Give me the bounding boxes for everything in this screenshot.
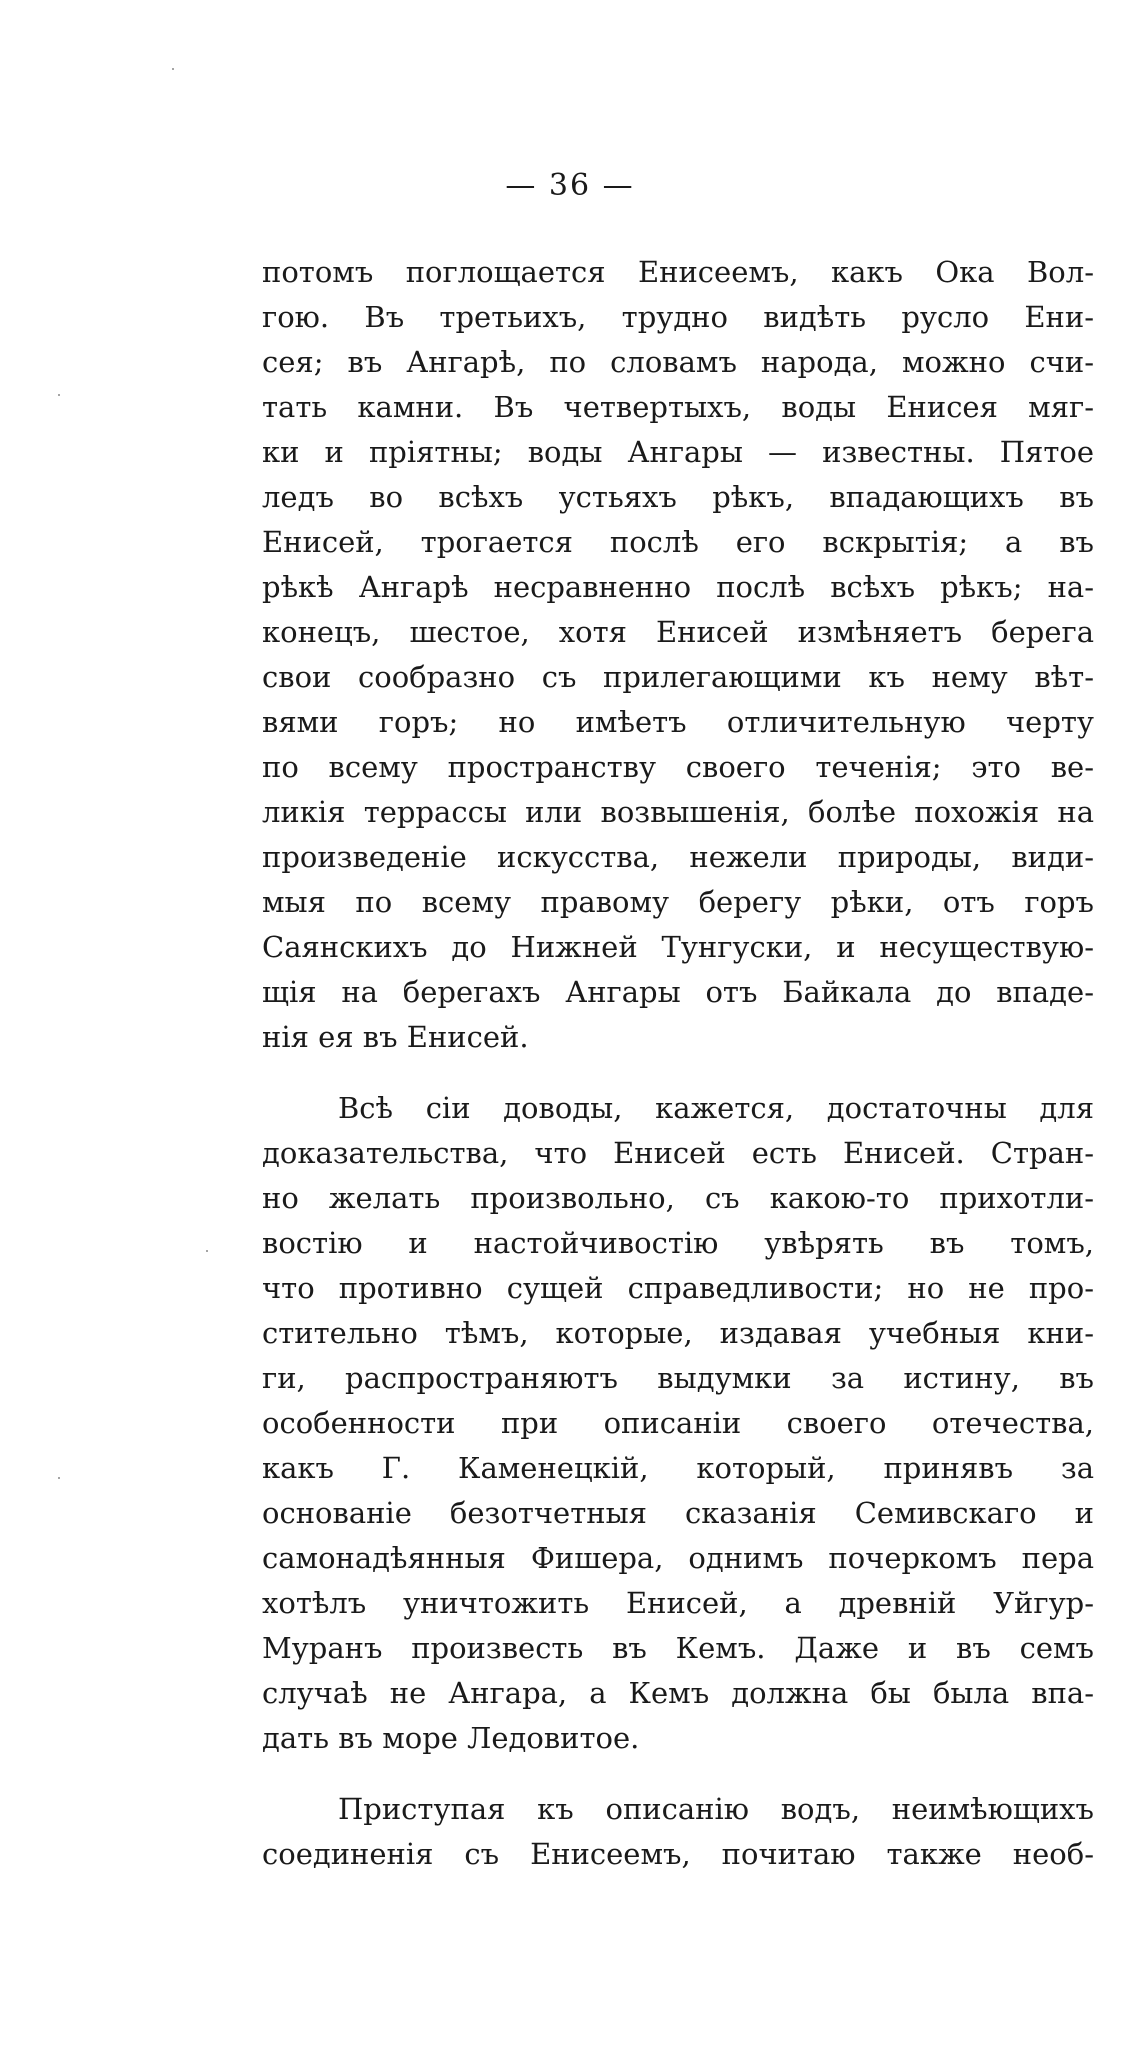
text-line: но желать произвольно, съ какою-то прихотли- xyxy=(262,1181,1094,1215)
text-line: Приступая къ описанію водъ, неимѣющихъ xyxy=(338,1792,1094,1826)
text-line: потомъ поглощается Енисеемъ, какъ Ока Вол- xyxy=(262,255,1094,289)
text-line: стительно тѣмъ, которые, издавая учебныя кни- xyxy=(262,1316,1094,1350)
text-line: гою. Въ третьихъ, трудно видѣть русло Ени- xyxy=(262,300,1094,334)
scan-speck xyxy=(172,68,174,70)
text-line: конецъ, шестое, хотя Енисей измѣняетъ берега xyxy=(262,615,1094,649)
text-line: нія ея въ Енисей. xyxy=(262,1020,529,1054)
text-line: Муранъ произвесть въ Кемъ. Даже и въ семъ xyxy=(262,1631,1094,1665)
text-line: свои сообразно съ прилегающими къ нему вѣт- xyxy=(262,660,1094,694)
paragraph-1 xyxy=(262,250,1094,1060)
body-text xyxy=(262,250,1094,1877)
text-line: ледъ во всѣхъ устьяхъ рѣкъ, впадающихъ въ xyxy=(262,480,1094,514)
text-line: соединенія съ Енисеемъ, почитаю также необ- xyxy=(262,1837,1094,1871)
scan-speck xyxy=(58,1477,60,1479)
text-line: мыя по всему правому берегу рѣки, отъ горъ xyxy=(262,885,1094,919)
text-line: Саянскихъ до Нижней Тунгуски, и несуществую- xyxy=(262,930,1094,964)
text-line: основаніе безотчетныя сказанія Семивскаго и xyxy=(262,1496,1094,1530)
text-line: щія на берегахъ Ангары отъ Байкала до впаде- xyxy=(262,975,1094,1009)
text-line: что противно сущей справедливости; но не про- xyxy=(262,1271,1094,1305)
text-line: по всему пространству своего теченія; это ве- xyxy=(262,750,1094,784)
text-line: ки и пріятны; воды Ангары — известны. Пятое xyxy=(262,435,1094,469)
text-line: случаѣ не Ангара, а Кемъ должна бы была впа- xyxy=(262,1676,1094,1710)
paragraph-3 xyxy=(262,1787,1094,1877)
text-line: Енисей, трогается послѣ его вскрытія; а въ xyxy=(262,525,1094,559)
text-line: особенности при описаніи своего отечества, xyxy=(262,1406,1094,1440)
text-line: доказательства, что Енисей есть Енисей. Стран- xyxy=(262,1136,1094,1170)
text-line: сея; въ Ангарѣ, по словамъ народа, можно счи- xyxy=(262,345,1094,379)
text-line: какъ Г. Каменецкій, который, принявъ за xyxy=(262,1451,1094,1485)
text-line: рѣкѣ Ангарѣ несравненно послѣ всѣхъ рѣкъ; на- xyxy=(262,570,1094,604)
text-line: вями горъ; но имѣетъ отличительную черту xyxy=(262,705,1094,739)
text-line: дать въ море Ледовитое. xyxy=(262,1721,640,1755)
scan-speck xyxy=(58,394,60,396)
text-line: хотѣлъ уничтожить Енисей, а древній Уйгур- xyxy=(262,1586,1094,1620)
text-line: самонадѣянныя Фишера, однимъ почеркомъ пера xyxy=(262,1541,1094,1575)
text-line: ликія террассы или возвышенія, болѣе похожія на xyxy=(262,795,1094,829)
text-line: востію и настойчивостію увѣрять въ томъ, xyxy=(262,1226,1094,1260)
paragraph-2 xyxy=(262,1086,1094,1761)
text-line: Всѣ сіи доводы, кажется, достаточны для xyxy=(338,1091,1094,1125)
page-number: — 36 — xyxy=(505,168,635,203)
text-line: произведеніе искусства, нежели природы, види- xyxy=(262,840,1094,874)
scan-speck xyxy=(206,1250,208,1252)
text-line: ги, распространяютъ выдумки за истину, въ xyxy=(262,1361,1094,1395)
text-line: тать камни. Въ четвертыхъ, воды Енисея мяг- xyxy=(262,390,1094,424)
